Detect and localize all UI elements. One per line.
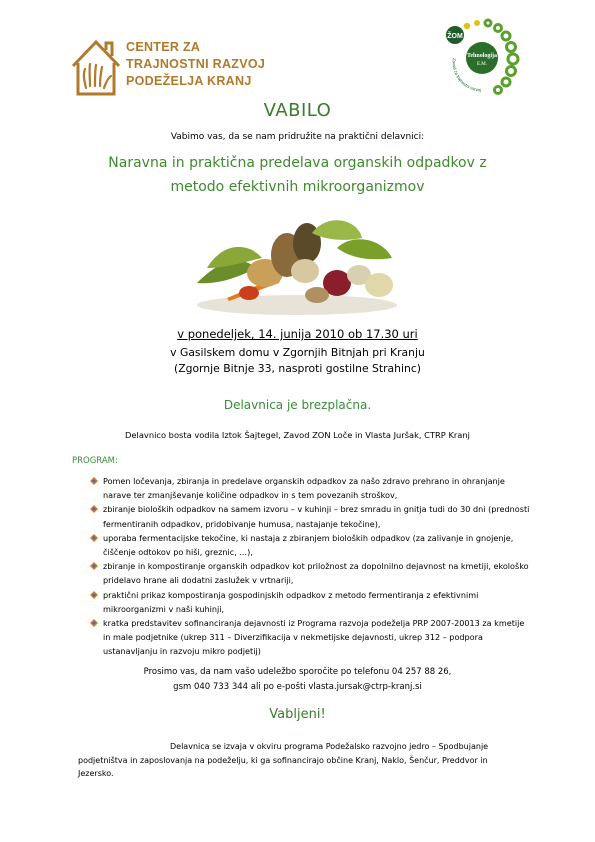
program-item-text: zbiranje in kompostiranje organskih odpadkov kot priložnost za dopolnilno dejavnost na kmetiji, ekološko pridelavo hrane ali dodatni zaslužek v vrtnariji,	[103, 561, 529, 586]
program-item-text: kratka predstavitev sofinanciranja dejavnosti iz Programa razvoja podeželja PRP 2007-20013 za kmetije in male podjetnike (ukrep 311 – Diverzifikacija v nekmetijske dejavnosti, ukrep 312 – podpora ustanavljanju in razvoju mikro podjetij)	[103, 618, 525, 657]
event-place-line-1: v Gasilskem domu v Zgornjih Bitnjah pri Kranju	[170, 346, 425, 359]
em-seal-icon	[441, 18, 523, 100]
list-item	[90, 616, 530, 659]
diamond-bullet-icon	[90, 534, 98, 542]
program-list	[90, 474, 530, 659]
logo-ring-text: Zavod za trajnostni razvoj	[451, 57, 482, 93]
event-date	[0, 327, 595, 341]
footer-text: Delavnica se izvaja v okviru programa Podežalsko razvojno jedro – Spodbujanje podjetništva in zaposlovanja na podeželju, ki ga sofinancirajo občine Kranj, Naklo, Šenčur, Preddvor in Jezersko.	[78, 742, 489, 778]
program-label: PROGRAM:	[72, 456, 118, 466]
program-item-text: Pomen ločevanja, zbiranja in predelave organskih odpadkov za našo zdravo prehrano in ohranjanje narave ter zmanjševanje količine odpadkov in s tem povezanih stroškov,	[103, 476, 505, 501]
page-title: VABILO	[263, 100, 332, 121]
logo-sub-text: E.M.	[477, 62, 487, 67]
ctrp-logo	[70, 36, 270, 98]
list-item	[90, 588, 530, 616]
logo-center-text: Tehnologija	[466, 53, 498, 59]
logo-badge-text: ŽOM	[447, 33, 463, 40]
diamond-bullet-icon	[90, 619, 98, 627]
diamond-bullet-icon	[90, 562, 98, 570]
event-title-line-2: metodo efektivnih mikroorganizmov	[170, 179, 425, 195]
list-item	[90, 502, 530, 530]
event-date-text: v ponedeljek, 14. junija 2010 ob 17.30 uri	[177, 327, 418, 341]
event-title-line-1: Naravna in praktična predelava organskih odpadkov z	[108, 155, 487, 171]
contact-line-1: Prosimo vas, da nam vašo udeležbo sporočite po telefonu 04 257 88 26,	[143, 667, 452, 677]
diamond-bullet-icon	[90, 477, 98, 485]
logo-line-3: PODEŽELJA KRANJ	[126, 74, 252, 88]
invite-text: Vabimo vas, da se nam pridružite na praktični delavnici:	[170, 132, 425, 142]
list-item	[90, 559, 530, 587]
diamond-bullet-icon	[90, 591, 98, 599]
vegetables-image	[187, 213, 409, 318]
event-place-line-2: (Zgornje Bitnje 33, nasproti gostilne Strahinc)	[173, 362, 421, 375]
host-text: Delavnico bosta vodila Iztok Šajtegel, Zavod ZON Loče in Vlasta Juršak, CTRP Kranj	[125, 430, 470, 440]
welcome-text: Vabljeni!	[269, 707, 326, 722]
logo-line-2: TRAJNOSTNI RAZVOJ	[126, 57, 266, 71]
house-hand-icon	[70, 36, 122, 98]
diamond-bullet-icon	[90, 505, 98, 513]
program-item-text: praktični prikaz kompostiranja gospodinjskih odpadkov z metodo fermentiranja z efektivnimi mikroorganizmi v naši kuhinji,	[103, 589, 479, 614]
contact-line-2: gsm 040 733 344 ali po e-pošti vlasta.jursak@ctrp-kranj.si	[173, 682, 422, 692]
free-note: Delavnica je brezplačna.	[223, 398, 372, 412]
contact-info	[0, 665, 595, 695]
event-place	[0, 345, 595, 377]
event-title	[40, 151, 555, 199]
logo-line-1: CENTER ZA	[126, 40, 201, 54]
em-technology-logo	[441, 18, 523, 100]
list-item	[90, 474, 530, 502]
list-item	[90, 531, 530, 559]
program-item-text: zbiranje bioloških odpadkov na samem izvoru – v kuhinji – brez smradu in gnitja tudi do 30 dni (prednosti fermentiranih odpadkov, pridobivanje humusa, nastajanje tekočine),	[103, 504, 530, 529]
program-item-text: uporaba fermentacijske tekočine, ki nastaja z zbiranjem bioloških odpadkov (za zalivanje in gnojenje, čiščenje odtokov po hiši, greznic, ...),	[103, 532, 514, 558]
